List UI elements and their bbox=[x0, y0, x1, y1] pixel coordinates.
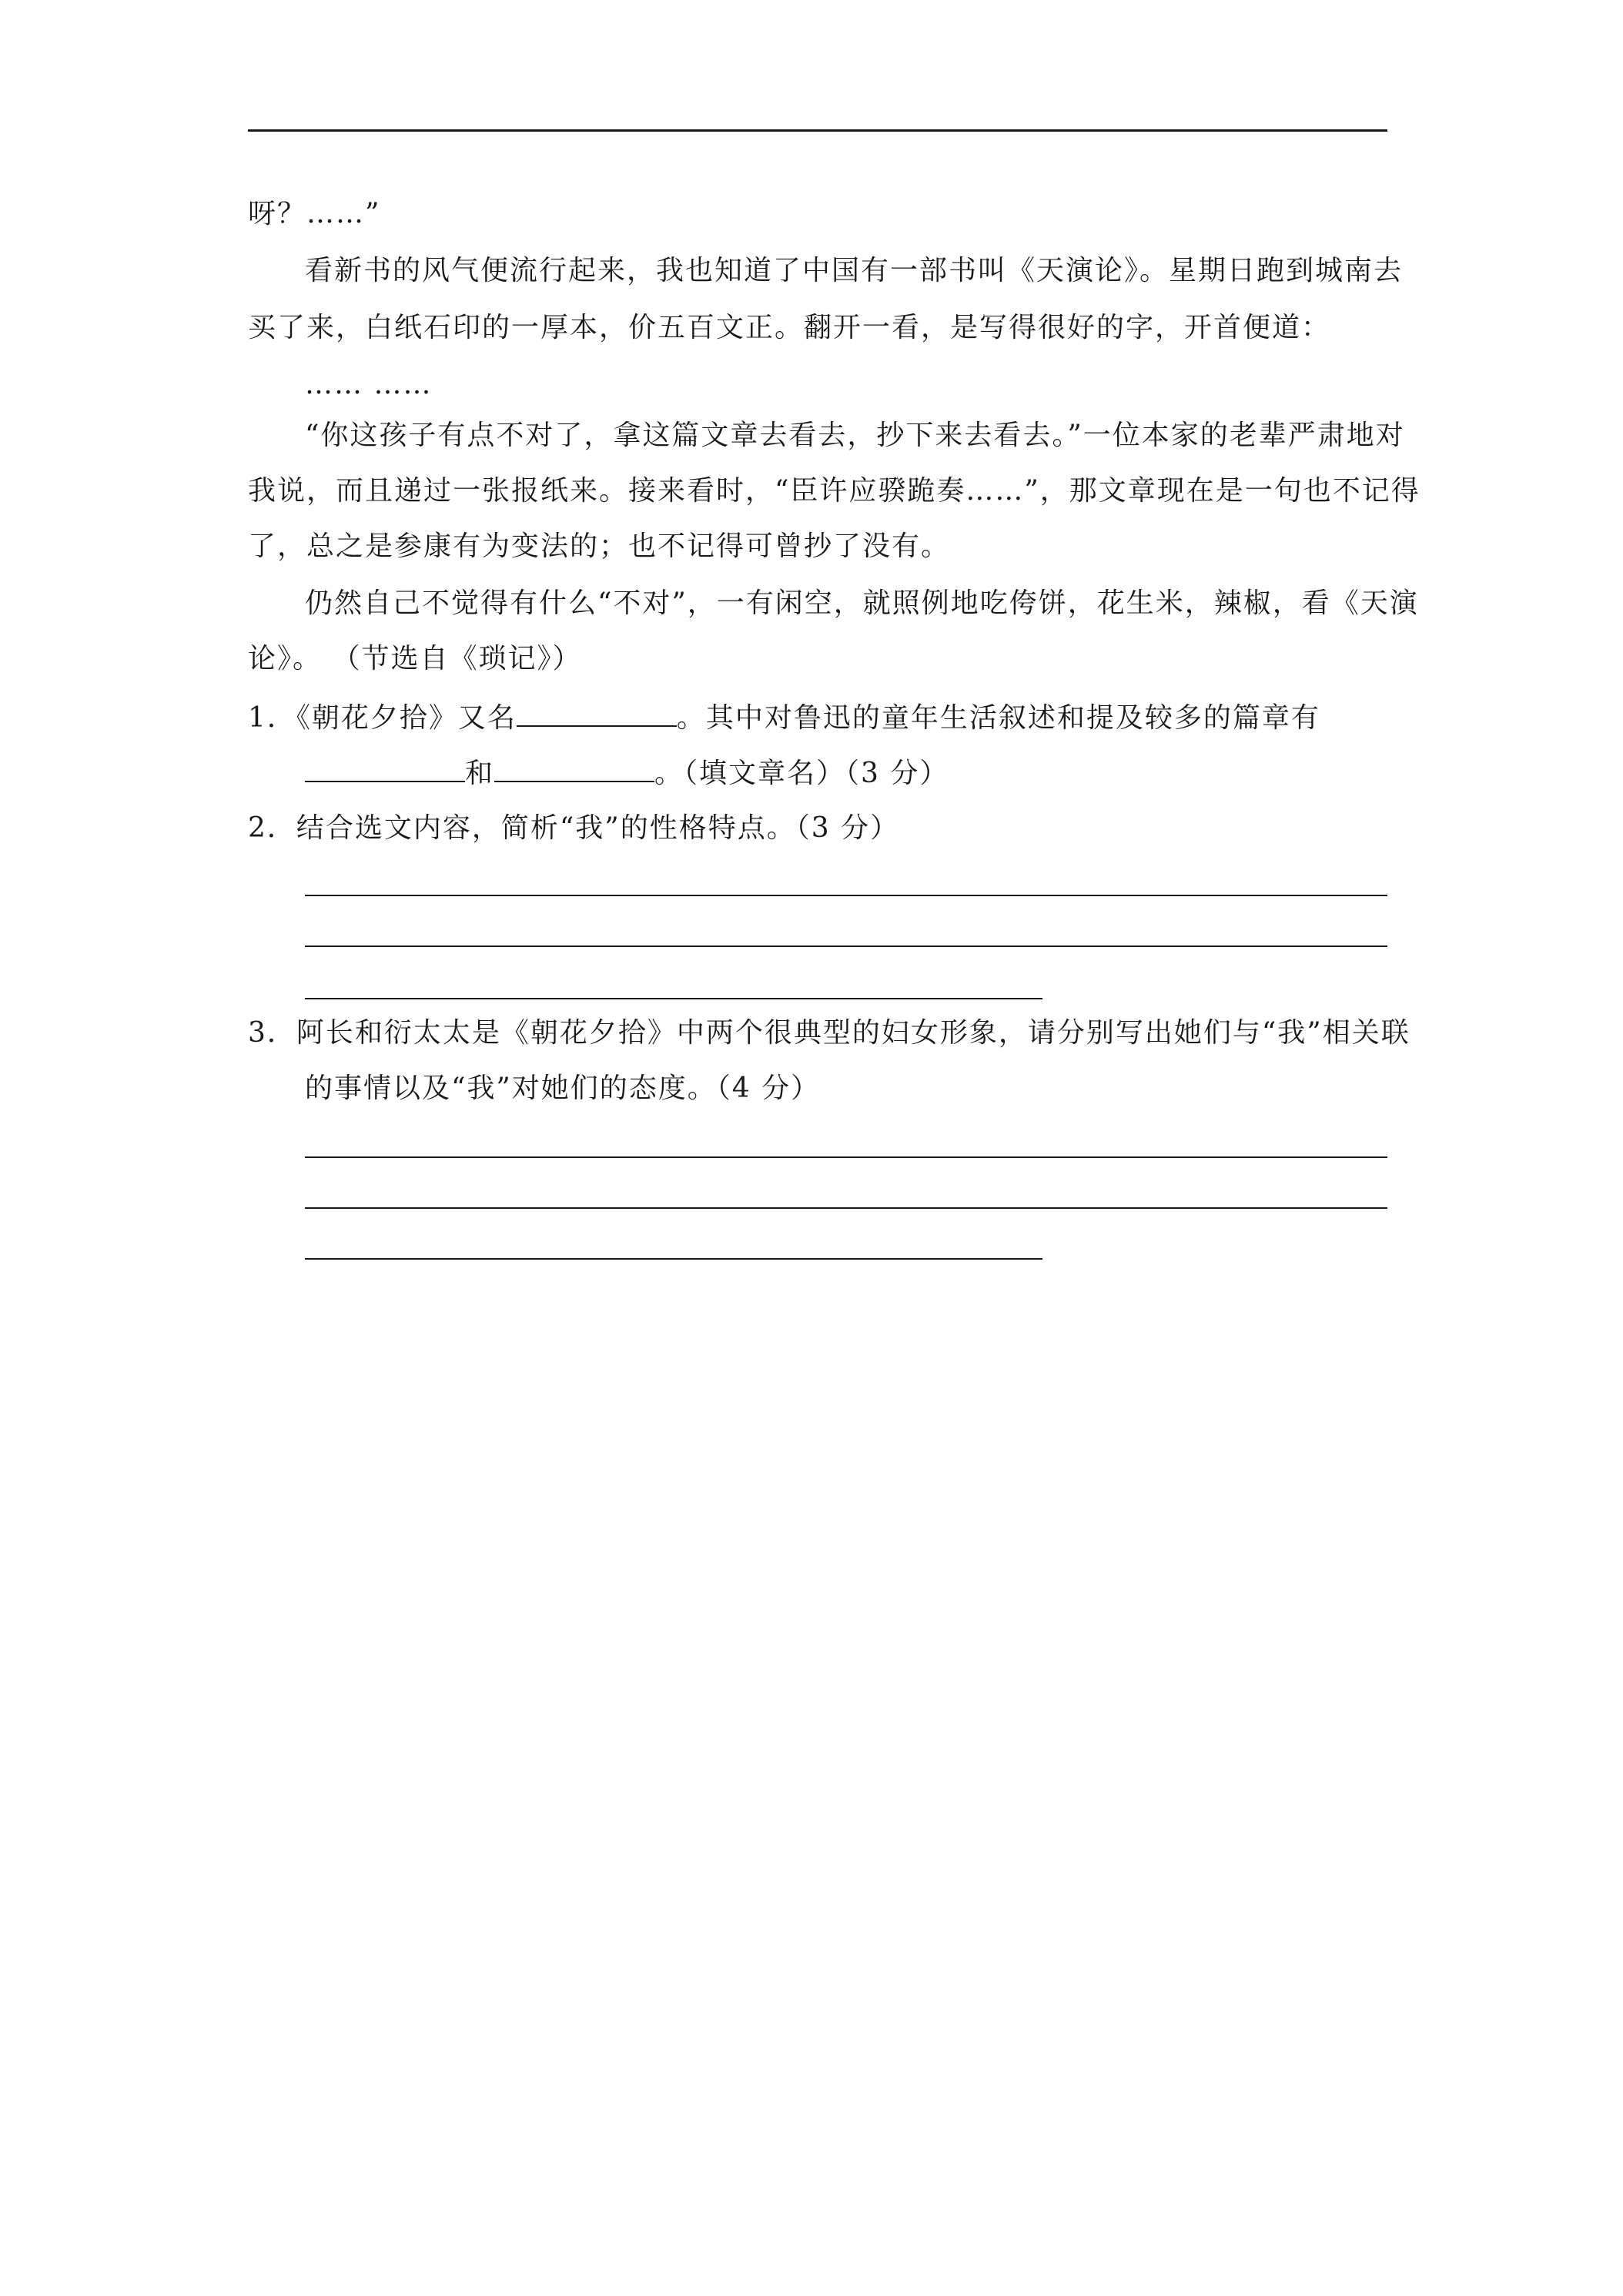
answer-line[interactable] bbox=[305, 1156, 1387, 1158]
question-number: 2． bbox=[248, 812, 296, 844]
answer-line[interactable] bbox=[305, 998, 1042, 999]
question-1-continued bbox=[305, 756, 1387, 789]
answer-line[interactable] bbox=[305, 1258, 1042, 1260]
header-rule bbox=[248, 129, 1387, 132]
answer-line[interactable] bbox=[305, 1207, 1387, 1209]
passage-line: 我说，而且递过一张报纸来。接来看时，“臣许应骙跪奏……”，那文章现在是一句也不记得 bbox=[248, 475, 1421, 507]
passage-line: 仍然自己不觉得有什么“不对”，一有闲空，就照例地吃侉饼，花生米，辣椒，看《天演 bbox=[305, 587, 1419, 619]
answer-line[interactable] bbox=[305, 895, 1387, 896]
passage-line: 论》。 （节选自《琐记》） bbox=[248, 643, 582, 674]
fill-blank[interactable] bbox=[305, 756, 465, 782]
passage-line: 呀？……” bbox=[248, 198, 381, 229]
passage-line: …… …… bbox=[305, 369, 433, 400]
passage-line: 看新书的风气便流行起来，我也知道了中国有一部书叫《天演论》。星期日跑到城南去 bbox=[305, 255, 1404, 286]
question-text: 。其中对鲁迅的童年生活叙述和提及较多的篇章有 bbox=[676, 702, 1320, 734]
fill-blank[interactable] bbox=[517, 701, 677, 727]
passage-line: “你这孩子有点不对了，拿这篇文章去看去，抄下来去看去。”一位本家的老辈严肃地对 bbox=[305, 420, 1405, 451]
answer-line[interactable] bbox=[305, 946, 1387, 947]
question-text: 《朝花夕拾》又名 bbox=[296, 702, 517, 734]
question-1 bbox=[248, 701, 1387, 734]
question-number: 1． bbox=[248, 702, 296, 734]
passage-line: 买了来，白纸石印的一厚本，价五百文正。翻开一看，是写得很好的字，开首便道： bbox=[248, 312, 1331, 343]
question-text: 结合选文内容，简析“我”的性格特点。（3 分） bbox=[296, 812, 900, 844]
question-2 bbox=[248, 813, 1387, 844]
passage-line: 了，总之是参康有为变法的；也不记得可曾抄了没有。 bbox=[248, 530, 951, 562]
question-text: 。（填文章名）（3 分） bbox=[654, 758, 949, 789]
question-3 bbox=[248, 1017, 1411, 1049]
question-number: 3． bbox=[248, 1017, 296, 1049]
question-text: 和 bbox=[465, 758, 495, 789]
fill-blank[interactable] bbox=[494, 756, 654, 782]
question-3-continued: 的事情以及“我”对她们的态度。（4 分） bbox=[305, 1073, 821, 1104]
question-text: 阿长和衍太太是《朝花夕拾》中两个很典型的妇女形象，请分别写出她们与“我”相关联 bbox=[296, 1017, 1411, 1049]
